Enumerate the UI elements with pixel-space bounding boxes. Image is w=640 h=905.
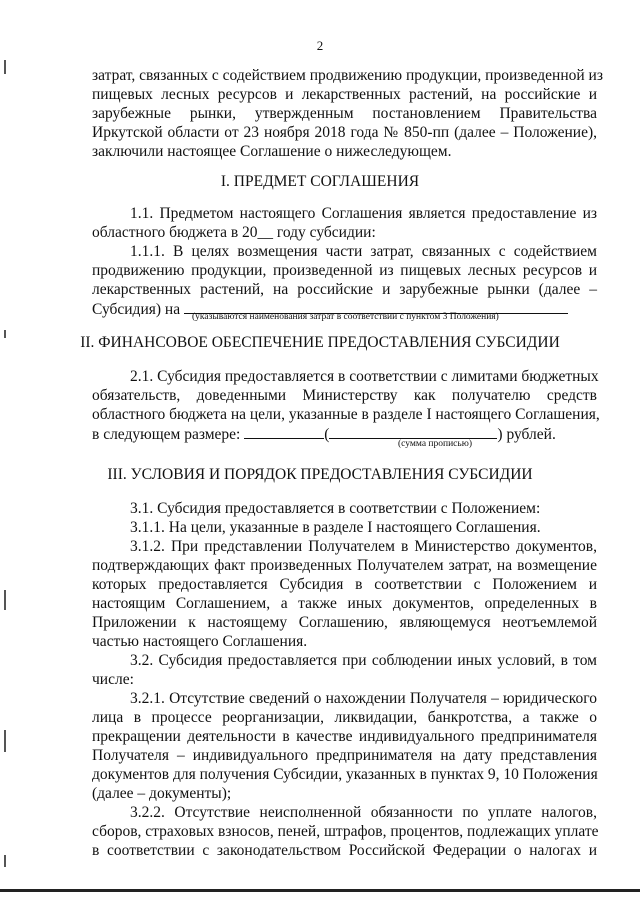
scan-artifact [4,330,6,338]
scan-artifact [4,855,6,867]
text-line: Приложении к настоящему Соглашению, являющемуся неотъемлемой [92,614,597,631]
text-line: подтверждающих факт произведенных Получателем затрат, на возмещение [92,557,597,574]
amount-words-field [329,424,497,439]
text-line: заключили настоящее Соглашение о нижеследующем. [92,143,452,160]
text-line: которых предоставляется Субсидия в соответствии с Положением и [92,576,597,593]
text-line: 3.2. Субсидия предоставляется при соблюдении иных условий, в том [130,652,597,669]
text-line: Получателя – индивидуального предпринимателя на дату представления [92,747,597,764]
text-line: частью настоящего Соглашения. [92,633,308,650]
text-line: зарубежные рынки, утвержденным постановлением Правительства [92,105,597,122]
text-line: обязательств, доведенными Министерству как получателю средств [92,387,597,404]
text-line: 1.1. Предметом настоящего Соглашения является предоставление из [130,205,597,222]
page-number: 2 [316,38,324,53]
text-line: лица в процессе реорганизации, ликвидации, банкротства, а также о [92,709,597,726]
text-line: лекарственных растений, на российские и зарубежные рынки (далее – [92,281,597,298]
text-line: 1.1.1. В целях возмещения части затрат, связанных с содействием [130,243,597,260]
text-line: Иркутской области от 23 ноября 2018 года № 850-пп (далее – Положение), [92,124,597,141]
text-line: числе: [92,671,134,688]
text-line: сборов, страховых взносов, пеней, штрафов, процентов, подлежащих уплате [92,823,599,840]
text-line: продвижению продукции, произведенной из пищевых лесных ресурсов и [92,262,597,279]
text-line: в следующем размере: ( ) рублей. [92,426,556,443]
section-heading: III. УСЛОВИЯ И ПОРЯДОК ПРЕДОСТАВЛЕНИЯ СУБСИДИИ [107,466,533,483]
text-line: 3.2.2. Отсутствие неисполненной обязанности по уплате налогов, [130,804,597,821]
scan-artifact [4,730,6,752]
text-line: настоящим Соглашением, а также иных документов, определенных в [92,595,597,612]
text-line: прекращении деятельности в качестве индивидуального предпринимателя [92,728,597,745]
text-line: 2.1. Субсидия предоставляется в соответствии с лимитами бюджетных [130,368,599,385]
scan-artifact [4,590,6,610]
scan-artifact [4,60,6,74]
text-line: затрат, связанных с содействием продвижению продукции, произведенной из [92,67,603,84]
section-heading: II. ФИНАНСОВОЕ ОБЕСПЕЧЕНИЕ ПРЕДОСТАВЛЕНИЯ СУБСИДИИ [80,334,560,351]
text-line: областного бюджета на цели, указанные в разделе I настоящего Соглашения, [92,406,600,423]
text-line: 3.1.1. На цели, указанные в разделе I настоящего Соглашения. [130,519,541,536]
text-line: 3.1.2. При представлении Получателем в Министерство документов, [130,538,597,555]
page-bottom-edge [0,889,640,892]
text-line: Субсидия) на [92,299,568,319]
text-line: пищевых лесных ресурсов и лекарственных растений, на российские и [92,86,597,103]
amount-field [244,424,324,439]
text-line: в соответствии с законодательством Российской Федерации о налогах и [92,842,597,859]
text-line: областного бюджета в 20__ году субсидии: [92,224,376,241]
text-line: документов для получения Субсидии, указанных в пунктах 9, 10 Положения [92,766,598,783]
section-heading: I. ПРЕДМЕТ СОГЛАШЕНИЯ [220,173,420,190]
field-note: (указываются наименования затрат в соответствии с пунктом 3 Положения) [192,312,499,322]
text-line: 3.2.1. Отсутствие сведений о нахождении Получателя – юридического [130,690,597,707]
text-line: (далее – документы); [92,785,232,802]
field-note: (сумма прописью) [398,439,472,449]
text-line: 3.1. Субсидия предоставляется в соответствии с Положением: [130,500,541,517]
